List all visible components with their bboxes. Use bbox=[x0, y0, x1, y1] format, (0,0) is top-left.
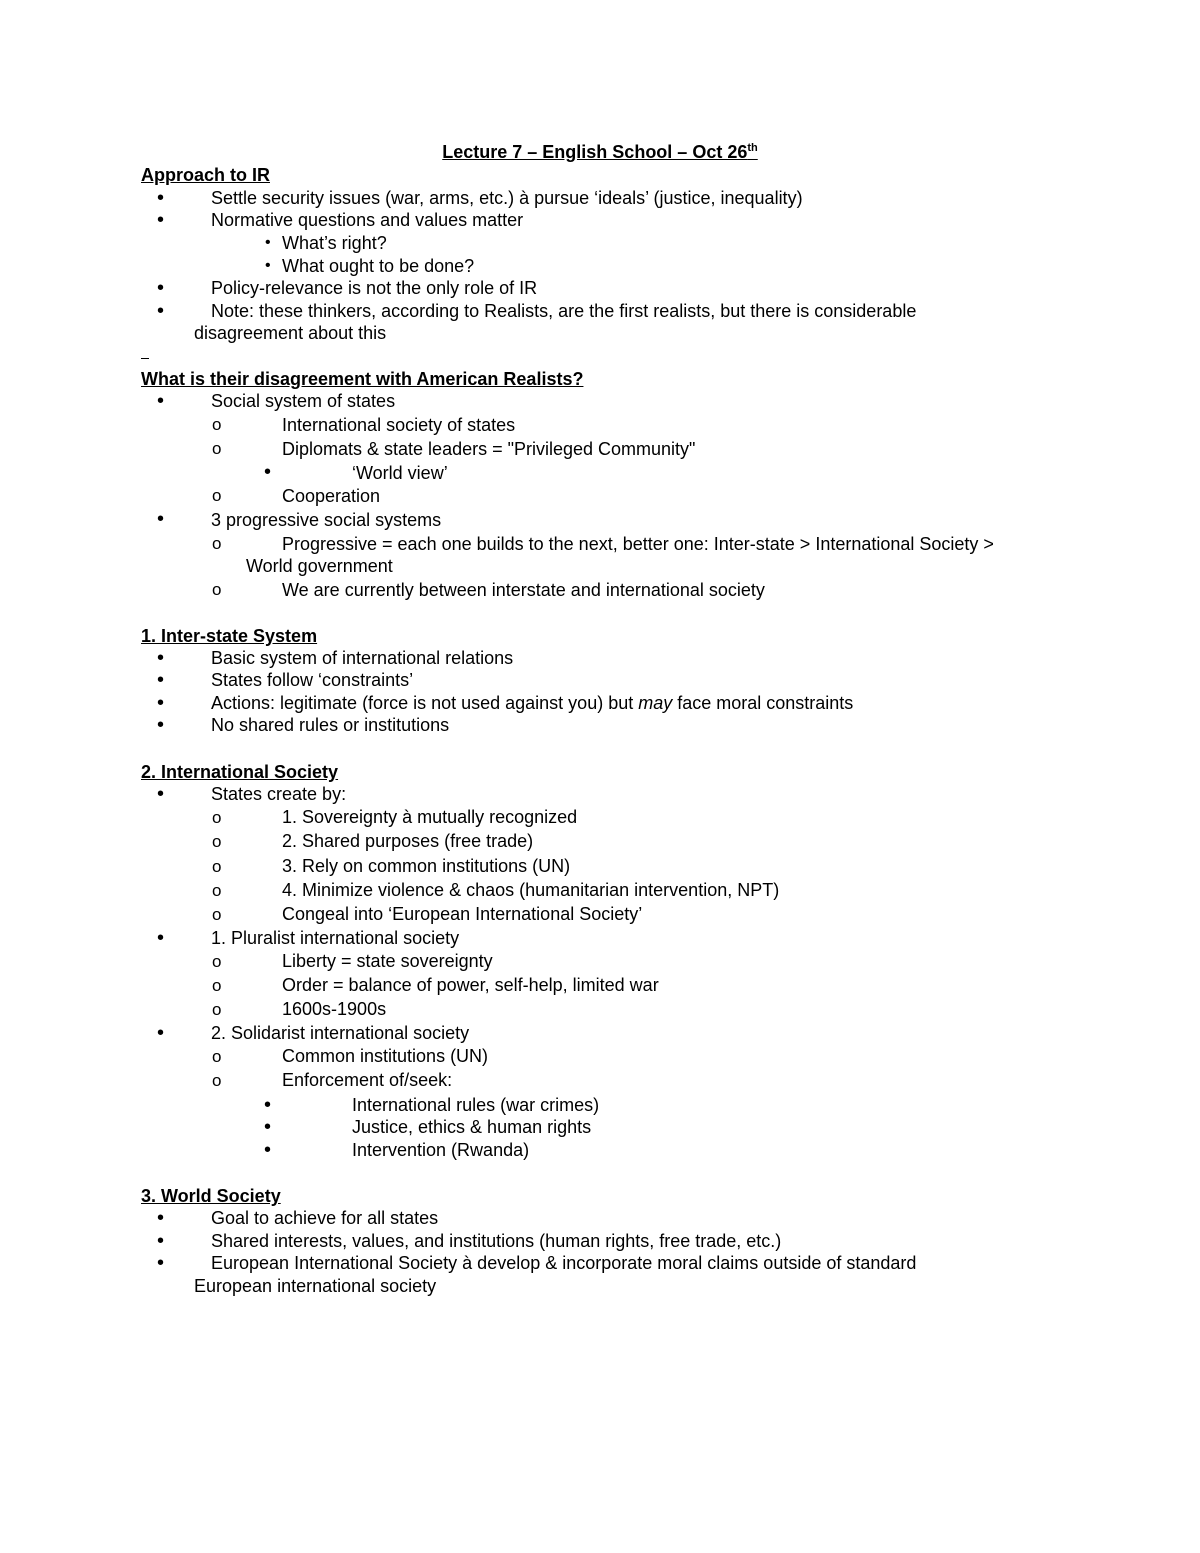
bullet-dot-icon: • bbox=[157, 927, 165, 949]
list-item: Common institutions (UN) bbox=[282, 1046, 489, 1066]
list-item: Justice, ethics & human rights bbox=[352, 1117, 592, 1137]
list-item: 4. Minimize violence & chaos (humanitarian intervention, NPT) bbox=[282, 880, 780, 900]
list-item: Intervention (Rwanda) bbox=[352, 1140, 530, 1160]
list-item: Goal to achieve for all states bbox=[211, 1208, 439, 1228]
list-item: Enforcement of/seek: bbox=[282, 1070, 453, 1090]
bullet-dot-icon: • bbox=[157, 783, 165, 805]
list-item-continuation: European international society bbox=[194, 1276, 437, 1296]
section-heading-international-society: 2. International Society bbox=[141, 762, 339, 782]
bullet-dot-icon: • bbox=[157, 1022, 165, 1044]
bullet-dot-icon: • bbox=[157, 669, 165, 691]
bullet-circle-icon: o bbox=[212, 905, 222, 924]
bullet-circle-icon: o bbox=[212, 580, 222, 599]
list-item: We are currently between interstate and international society bbox=[282, 580, 765, 600]
list-item: 3 progressive social systems bbox=[211, 510, 442, 530]
list-item-continuation: World government bbox=[246, 556, 393, 576]
bullet-circle-icon: o bbox=[212, 832, 222, 851]
list-item: Liberty = state sovereignty bbox=[282, 951, 493, 971]
list-item: 1. Pluralist international society bbox=[211, 928, 460, 948]
list-item: ‘World view’ bbox=[352, 463, 448, 483]
list-item: International society of states bbox=[282, 415, 516, 435]
bullet-dot-icon: • bbox=[157, 277, 165, 299]
list-item: Cooperation bbox=[282, 486, 381, 506]
bullet-circle-icon: o bbox=[212, 415, 222, 434]
bullet-dot-icon: • bbox=[265, 257, 271, 274]
bullet-dot-icon: • bbox=[264, 461, 272, 483]
list-item: Actions: legitimate (force is not used against you) but may face moral constraints bbox=[211, 693, 854, 713]
bullet-dot-icon: • bbox=[264, 1094, 272, 1116]
bullet-dot-icon: • bbox=[265, 234, 271, 251]
bullet-dot-icon: • bbox=[157, 390, 165, 412]
list-item: Shared interests, values, and institutions (human rights, free trade, etc.) bbox=[211, 1231, 782, 1251]
bullet-dot-icon: • bbox=[157, 1207, 165, 1229]
list-item: International rules (war crimes) bbox=[352, 1095, 600, 1115]
section-heading-world-society: 3. World Society bbox=[141, 1186, 281, 1206]
list-item: European International Society à develop & incorporate moral claims outside of standard bbox=[211, 1253, 917, 1273]
list-item: States create by: bbox=[211, 784, 347, 804]
list-item: Social system of states bbox=[211, 391, 396, 411]
list-item: 3. Rely on common institutions (UN) bbox=[282, 856, 571, 876]
list-item: 2. Shared purposes (free trade) bbox=[282, 831, 534, 851]
bullet-dot-icon: • bbox=[157, 209, 165, 231]
section-heading-approach: Approach to IR bbox=[141, 165, 270, 185]
bullet-dot-icon: • bbox=[264, 1139, 272, 1161]
bullet-circle-icon: o bbox=[212, 1000, 222, 1019]
divider bbox=[141, 358, 149, 359]
list-item: 1600s-1900s bbox=[282, 999, 387, 1019]
bullet-circle-icon: o bbox=[212, 857, 222, 876]
list-item: 2. Solidarist international society bbox=[211, 1023, 470, 1043]
list-item: States follow ‘constraints’ bbox=[211, 670, 414, 690]
list-item: What’s right? bbox=[282, 233, 387, 253]
list-item: 1. Sovereignty à mutually recognized bbox=[282, 807, 578, 827]
bullet-dot-icon: • bbox=[157, 300, 165, 322]
section-heading-disagreement: What is their disagreement with American Realists? bbox=[141, 369, 584, 389]
bullet-dot-icon: • bbox=[157, 714, 165, 736]
list-item: Progressive = each one builds to the next, better one: Inter-state > International Society > bbox=[282, 534, 994, 554]
bullet-dot-icon: • bbox=[157, 1230, 165, 1252]
bullet-dot-icon: • bbox=[157, 508, 165, 530]
bullet-circle-icon: o bbox=[212, 486, 222, 505]
bullet-circle-icon: o bbox=[212, 952, 222, 971]
list-item-continuation: disagreement about this bbox=[194, 323, 387, 343]
bullet-circle-icon: o bbox=[212, 1071, 222, 1090]
section-heading-interstate: 1. Inter-state System bbox=[141, 626, 318, 646]
bullet-dot-icon: • bbox=[157, 1252, 165, 1274]
bullet-circle-icon: o bbox=[212, 808, 222, 827]
page-title: Lecture 7 – English School – Oct 26th bbox=[442, 142, 758, 162]
bullet-dot-icon: • bbox=[264, 1116, 272, 1138]
list-item: Diplomats & state leaders = "Privileged Community" bbox=[282, 439, 696, 459]
list-item: No shared rules or institutions bbox=[211, 715, 450, 735]
list-item: Note: these thinkers, according to Realists, are the first realists, but there is considerable bbox=[211, 301, 917, 321]
list-item: Normative questions and values matter bbox=[211, 210, 524, 230]
list-item: Policy-relevance is not the only role of IR bbox=[211, 278, 538, 298]
bullet-dot-icon: • bbox=[157, 647, 165, 669]
bullet-dot-icon: • bbox=[157, 692, 165, 714]
bullet-circle-icon: o bbox=[212, 534, 222, 553]
bullet-circle-icon: o bbox=[212, 439, 222, 458]
list-item: Basic system of international relations bbox=[211, 648, 514, 668]
list-item: Congeal into ‘European International Society’ bbox=[282, 904, 643, 924]
bullet-circle-icon: o bbox=[212, 1047, 222, 1066]
list-item: Order = balance of power, self-help, limited war bbox=[282, 975, 659, 995]
bullet-dot-icon: • bbox=[157, 187, 165, 209]
bullet-circle-icon: o bbox=[212, 976, 222, 995]
bullet-circle-icon: o bbox=[212, 881, 222, 900]
list-item: What ought to be done? bbox=[282, 256, 475, 276]
list-item: Settle security issues (war, arms, etc.) à pursue ‘ideals’ (justice, inequality) bbox=[211, 188, 803, 208]
